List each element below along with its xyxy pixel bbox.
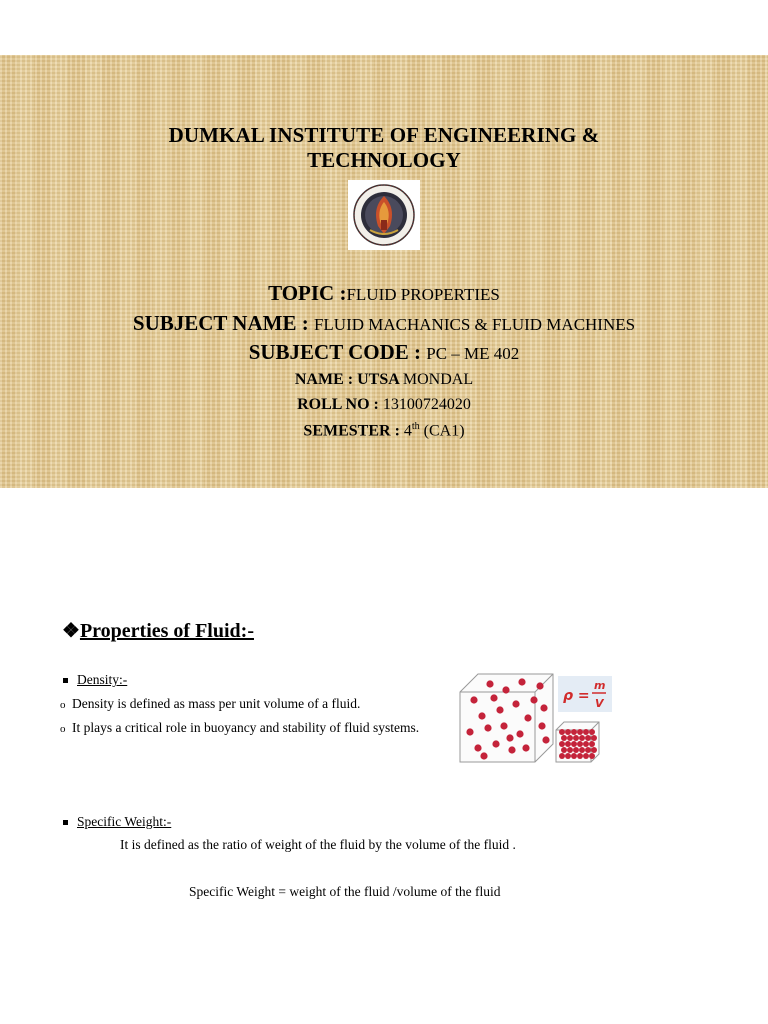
particle <box>589 741 595 747</box>
particle <box>492 740 499 747</box>
topic-value: FLUID PROPERTIES <box>346 285 500 304</box>
particle <box>591 735 597 741</box>
particle <box>486 680 493 687</box>
specific-weight-title-item <box>62 814 171 830</box>
particle <box>512 700 519 707</box>
particle <box>542 736 549 743</box>
formula-numerator: m <box>594 679 606 692</box>
particle <box>583 753 589 759</box>
particle <box>530 696 537 703</box>
diamond-bullet-icon: ❖ <box>62 620 80 642</box>
circle-bullet-icon: o <box>60 723 66 735</box>
institute-line-1: DUMKAL INSTITUTE OF ENGINEERING & <box>168 123 600 147</box>
particle <box>524 714 531 721</box>
particle <box>577 729 583 735</box>
particle <box>577 753 583 759</box>
particle <box>591 747 597 753</box>
circle-bullet-icon: o <box>60 699 66 711</box>
subject-name-line <box>0 311 768 336</box>
particle <box>589 753 595 759</box>
density-point-1-text: Density is defined as mass per unit volume of a fluid. <box>72 696 361 711</box>
subject-name-value: FLUID MACHANICS & FLUID MACHINES <box>313 315 636 334</box>
particle <box>500 722 507 729</box>
roll-line <box>0 396 768 414</box>
semester-suffix: (CA1) <box>419 422 465 440</box>
density-point-2-text: It plays a critical role in buoyancy and stability of fluid systems. <box>72 720 420 735</box>
particle <box>559 753 565 759</box>
formula-denominator: V <box>595 697 604 710</box>
name-value: MONDAL <box>402 371 474 388</box>
particle <box>506 734 513 741</box>
square-bullet-icon <box>63 678 68 683</box>
particle <box>466 728 473 735</box>
student-name-line <box>0 371 768 389</box>
particle <box>484 724 491 731</box>
particle <box>565 729 571 735</box>
particle <box>559 729 565 735</box>
properties-heading-text: Properties of Fluid:- <box>79 620 254 642</box>
particle <box>565 741 571 747</box>
density-title: Density:- <box>77 672 128 687</box>
particle <box>540 704 547 711</box>
subject-code-line <box>0 340 768 365</box>
title-slide <box>0 55 768 488</box>
particle <box>508 746 515 753</box>
particle <box>573 735 579 741</box>
semester-sup: th <box>411 421 420 432</box>
particle <box>583 729 589 735</box>
particle <box>567 735 573 741</box>
particle <box>585 747 591 753</box>
particle <box>567 747 573 753</box>
particle <box>571 753 577 759</box>
particle <box>579 747 585 753</box>
topic-label: TOPIC : <box>268 281 347 305</box>
roll-value: 13100724020 <box>382 396 471 413</box>
institute-name <box>0 123 768 173</box>
subject-name-label: SUBJECT NAME : <box>132 311 314 335</box>
specific-weight-formula: Specific Weight = weight of the fluid /volume of the fluid <box>189 884 501 899</box>
particle <box>474 744 481 751</box>
particle <box>559 741 565 747</box>
particle <box>571 741 577 747</box>
particle <box>490 694 497 701</box>
density-point-1 <box>60 696 360 712</box>
subject-code-value: PC – ME 402 <box>426 344 520 363</box>
particle <box>589 729 595 735</box>
particle <box>496 706 503 713</box>
particle <box>565 753 571 759</box>
particle <box>470 696 477 703</box>
topic-line <box>0 281 768 306</box>
semester-value: 4 <box>403 422 412 440</box>
particle <box>502 686 509 693</box>
particle <box>561 735 567 741</box>
semester-line <box>0 421 768 440</box>
particle <box>522 744 529 751</box>
square-bullet-icon <box>63 820 68 825</box>
particle <box>561 747 567 753</box>
density-title-item <box>62 672 127 688</box>
particle <box>538 722 545 729</box>
particle <box>536 682 543 689</box>
name-label: NAME : UTSA <box>294 371 403 388</box>
particle <box>571 729 577 735</box>
density-cube-illustration <box>456 670 616 766</box>
particle <box>478 712 485 719</box>
semester-label: SEMESTER : <box>303 422 404 440</box>
particle <box>577 741 583 747</box>
roll-label: ROLL NO : <box>297 396 383 413</box>
particle <box>579 735 585 741</box>
density-point-2 <box>60 720 419 736</box>
particle <box>518 678 525 685</box>
formula-lhs: ρ = <box>563 688 590 704</box>
particle <box>583 741 589 747</box>
institute-logo <box>348 180 420 250</box>
particle <box>480 752 487 759</box>
specific-weight-definition: It is defined as the ratio of weight of the fluid by the volume of the fluid . <box>120 837 516 852</box>
properties-heading <box>62 618 254 643</box>
particle <box>573 747 579 753</box>
particle <box>585 735 591 741</box>
specific-weight-title: Specific Weight:- <box>77 814 172 829</box>
particle <box>516 730 523 737</box>
institute-line-2: TECHNOLOGY <box>307 148 461 172</box>
subject-code-label: SUBJECT CODE : <box>248 340 427 364</box>
